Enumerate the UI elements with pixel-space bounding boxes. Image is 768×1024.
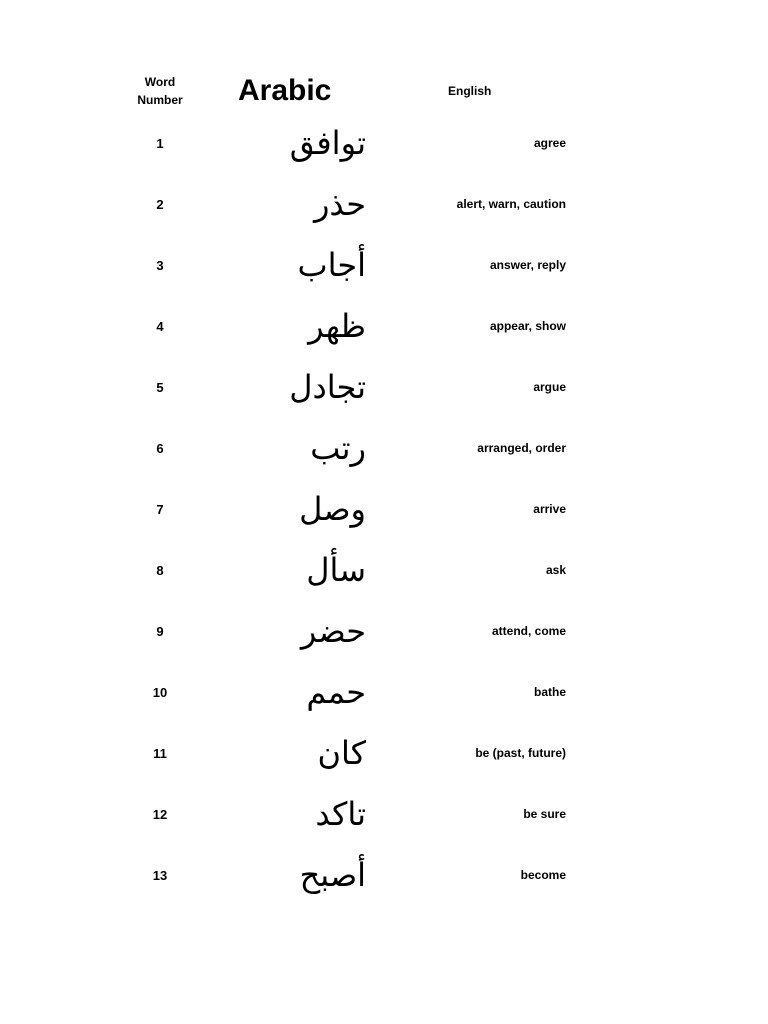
- english-translation: agree: [533, 136, 566, 150]
- vocabulary-row: [0, 113, 768, 174]
- english-translation: be (past, future): [475, 746, 566, 760]
- vocabulary-row: [0, 235, 768, 296]
- word-number: 9: [156, 624, 164, 639]
- word-number: 10: [152, 685, 168, 700]
- vocabulary-row: [0, 479, 768, 540]
- word-number: 5: [156, 380, 164, 395]
- arabic-word: ظهر: [308, 307, 366, 345]
- arabic-word: رتب: [310, 429, 366, 467]
- word-number: 6: [156, 441, 164, 456]
- vocabulary-row: [0, 296, 768, 357]
- arabic-word: وصل: [299, 490, 366, 528]
- vocabulary-row: [0, 540, 768, 601]
- english-translation: bathe: [533, 685, 566, 699]
- vocabulary-row: [0, 418, 768, 479]
- word-number-header-line2: Number: [137, 93, 183, 107]
- english-translation: become: [520, 868, 566, 882]
- vocabulary-row: [0, 357, 768, 418]
- word-number-header-line1: Word: [144, 75, 176, 89]
- word-number: 4: [156, 319, 164, 334]
- arabic-word: حذر: [313, 185, 366, 223]
- english-translation: argue: [533, 380, 566, 394]
- word-number: 12: [152, 807, 168, 822]
- arabic-word: كان: [317, 734, 366, 772]
- word-number: 13: [152, 868, 168, 883]
- arabic-word: تجادل: [289, 368, 366, 406]
- vocabulary-row: [0, 601, 768, 662]
- vocabulary-row: [0, 662, 768, 723]
- english-header: English: [448, 84, 492, 98]
- english-translation: be sure: [523, 807, 566, 821]
- arabic-word: تاكد: [315, 795, 366, 833]
- word-number: 3: [156, 258, 164, 273]
- arabic-word: سأل: [306, 551, 366, 589]
- english-translation: arranged, order: [477, 441, 566, 455]
- english-translation: appear, show: [489, 319, 566, 333]
- word-number: 8: [156, 563, 164, 578]
- word-number: 11: [153, 746, 167, 761]
- arabic-word: أصبح: [299, 856, 366, 894]
- word-number: 1: [156, 136, 164, 151]
- word-number: 2: [156, 197, 164, 212]
- vocabulary-row: [0, 784, 768, 845]
- arabic-word: أجاب: [297, 246, 366, 284]
- english-translation: ask: [545, 563, 566, 577]
- english-translation: answer, reply: [489, 258, 566, 272]
- arabic-word: توافق: [289, 124, 366, 162]
- arabic-header: Arabic: [238, 74, 332, 107]
- english-translation: alert, warn, caution: [456, 197, 566, 211]
- vocabulary-row: [0, 723, 768, 784]
- vocabulary-row: [0, 174, 768, 235]
- vocabulary-row: [0, 845, 768, 906]
- english-translation: arrive: [533, 502, 566, 516]
- word-number: 7: [156, 502, 164, 517]
- arabic-word: حضر: [300, 612, 366, 650]
- arabic-word: حمم: [306, 673, 366, 711]
- english-translation: attend, come: [491, 624, 566, 638]
